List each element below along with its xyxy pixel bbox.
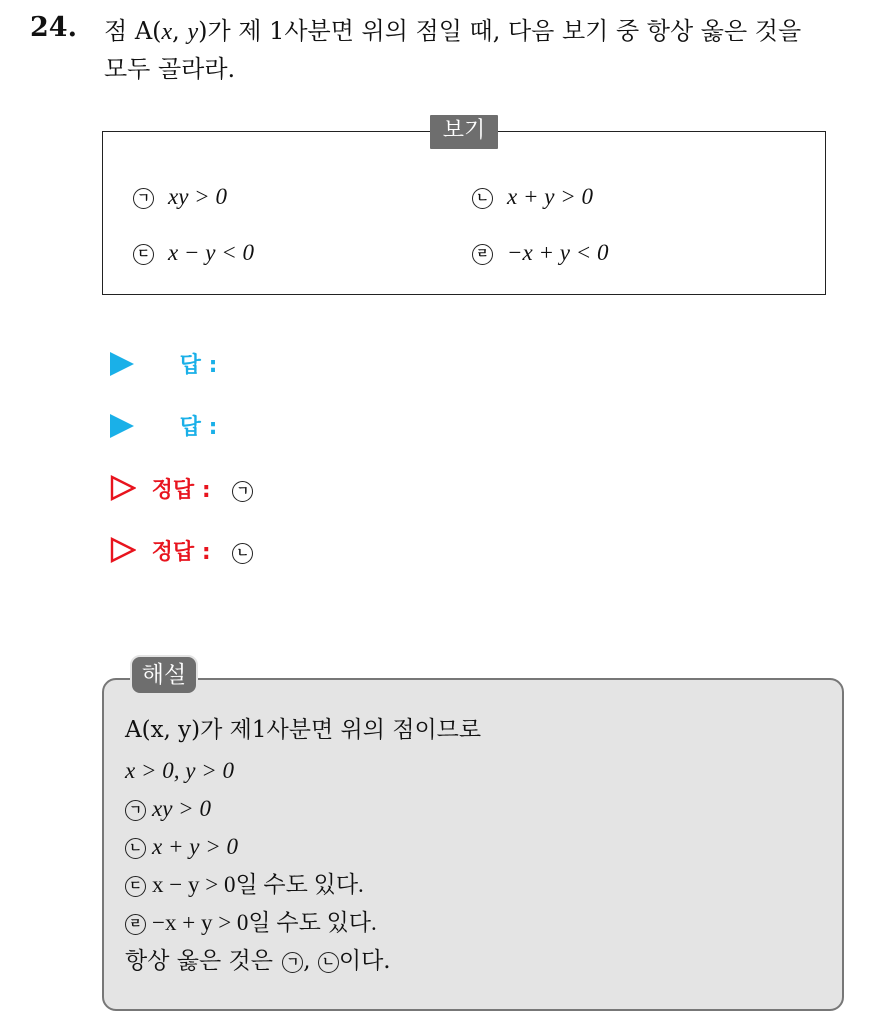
answer-blank-2 (110, 410, 217, 441)
question-text-part: , (172, 17, 188, 45)
explanation-item-text: −x + y > 0일 수도 있다. (152, 910, 377, 935)
bogi-item-1 (133, 184, 227, 210)
bogi-item-3 (133, 240, 254, 266)
marker-giyeok: ㄱ (232, 481, 253, 502)
explanation-item-4 (125, 907, 377, 939)
marker-rieul: ㄹ (472, 244, 493, 265)
bogi-item-expr: xy > 0 (168, 184, 227, 209)
marker-giyeok: ㄱ (133, 188, 154, 209)
bogi-item-expr: −x + y < 0 (507, 240, 609, 265)
bogi-item-4 (472, 240, 608, 266)
marker-nieun: ㄴ (318, 952, 339, 973)
variable-x: x (161, 19, 173, 45)
explanation-item-text: x − y > 0일 수도 있다. (152, 872, 364, 897)
conclusion-text: 항상 옳은 것은 (125, 948, 273, 974)
explanation-line-2: x > 0, y > 0 (125, 758, 234, 783)
correct-answer-1 (110, 473, 267, 504)
bogi-item-expr: x + y > 0 (507, 184, 593, 209)
outline-triangle-icon (110, 475, 136, 501)
explanation-item-3 (125, 869, 364, 901)
conclusion-separator: , (303, 948, 311, 974)
variable-y: y (187, 19, 199, 45)
marker-digeut: ㄷ (133, 244, 154, 265)
explanation-line-1: A(x, y)가 제1사분면 위의 점이므로 (125, 717, 482, 743)
question-text-part: 점 A( (104, 17, 162, 45)
correct-label: 정답 : (151, 540, 211, 565)
explanation-conclusion (125, 945, 391, 977)
marker-nieun: ㄴ (125, 838, 146, 859)
correct-answer-2 (110, 535, 267, 566)
correct-label: 정답 : (151, 478, 211, 503)
question-text-line2: 모두 골라라. (104, 55, 236, 83)
marker-nieun: ㄴ (472, 188, 493, 209)
marker-digeut: ㄷ (125, 876, 146, 897)
filled-triangle-icon (110, 414, 134, 438)
explanation-title: 해설 (130, 655, 198, 695)
answer-label: 답 : (179, 353, 218, 378)
bogi-item-expr: x − y < 0 (168, 240, 254, 265)
marker-nieun: ㄴ (232, 543, 253, 564)
bogi-title: 보기 (430, 115, 498, 149)
marker-giyeok: ㄱ (125, 800, 146, 821)
question-text-line1 (104, 14, 801, 49)
filled-triangle-icon (110, 352, 134, 376)
explanation-item-text: xy > 0 (152, 796, 211, 821)
question-text-part: )가 제 1사분면 위의 점일 때, 다음 보기 중 항상 옳은 것을 (198, 17, 802, 45)
outline-triangle-icon (110, 537, 136, 563)
answer-label: 답 : (179, 415, 218, 440)
explanation-item-1 (125, 793, 211, 825)
explanation-item-text: x + y > 0 (152, 834, 238, 859)
answer-blank-1 (110, 348, 217, 379)
bogi-item-2 (472, 184, 593, 210)
marker-rieul: ㄹ (125, 914, 146, 935)
question-number: 24. (30, 12, 77, 43)
marker-giyeok: ㄱ (282, 952, 303, 973)
conclusion-text: 이다. (338, 948, 391, 974)
explanation-item-2 (125, 831, 238, 863)
bogi-box (102, 131, 826, 295)
